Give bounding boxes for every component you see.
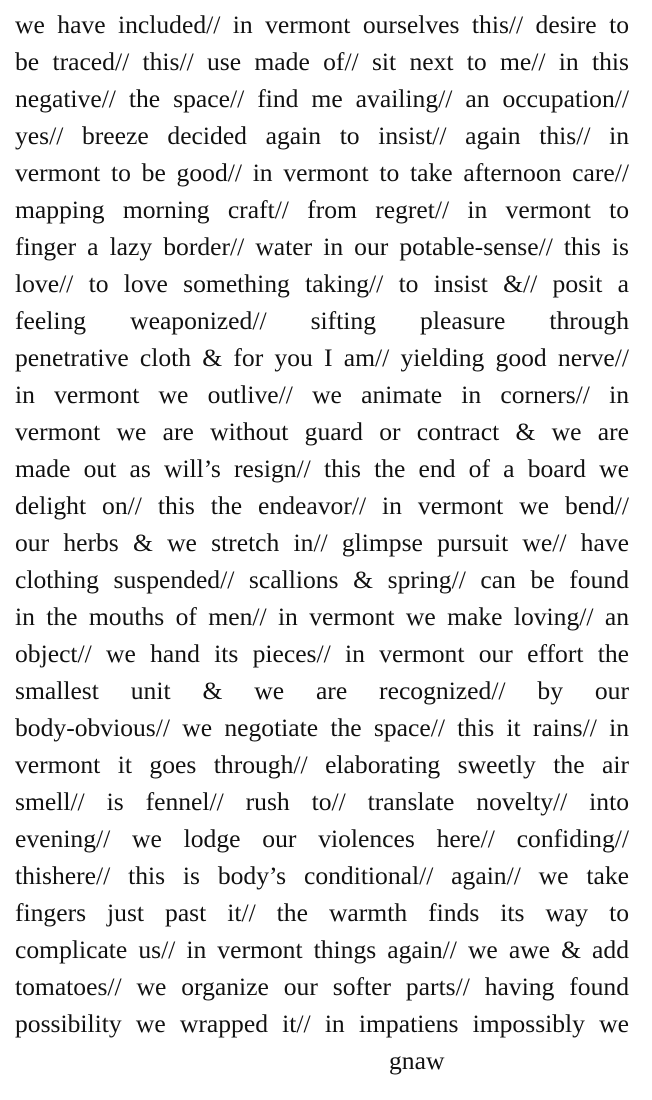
poem-line: delight on// this the endeavor// in vermont we bend// bbox=[15, 491, 629, 520]
poem-line: evening// we lodge our violences here// confiding// bbox=[15, 824, 629, 853]
poem-text-block bbox=[15, 6, 629, 1079]
poem-line: finger a lazy border// water in our potable-sense// this is bbox=[15, 232, 629, 261]
poem-line: made out as will’s resign// this the end of a board we bbox=[15, 454, 629, 483]
poem-line: in the mouths of men// in vermont we make loving// an bbox=[15, 602, 629, 631]
poem-line: smell// is fennel// rush to// translate novelty// into bbox=[15, 787, 629, 816]
poem-line: possibility we wrapped it// in impatiens impossibly we bbox=[15, 1009, 629, 1038]
poem-line: love// to love something taking// to insist &// posit a bbox=[15, 269, 629, 298]
poem-line: negative// the space// find me availing// an occupation// bbox=[15, 84, 629, 113]
poem-line: object// we hand its pieces// in vermont our effort the bbox=[15, 639, 629, 668]
poem-line: penetrative cloth & for you I am// yielding good nerve// bbox=[15, 343, 629, 372]
poem-line: thishere// this is body’s conditional// again// we take bbox=[15, 861, 629, 890]
poem-line: clothing suspended// scallions & spring// can be found bbox=[15, 565, 629, 594]
poem-line: complicate us// in vermont things again// we awe & add bbox=[15, 935, 629, 964]
poem-line: be traced// this// use made of// sit next to me// in this bbox=[15, 47, 629, 76]
poem-line: yes// breeze decided again to insist// again this// in bbox=[15, 121, 629, 150]
poem-line: in vermont we outlive// we animate in corners// in bbox=[15, 380, 629, 409]
poem-line: mapping morning craft// from regret// in vermont to bbox=[15, 195, 629, 224]
poem-line: vermont it goes through// elaborating sweetly the air bbox=[15, 750, 629, 779]
poem-line: vermont to be good// in vermont to take afternoon care// bbox=[15, 158, 629, 187]
poem-line: body-obvious// we negotiate the space// this it rains// in bbox=[15, 713, 629, 742]
poem-line: vermont we are without guard or contract & we are bbox=[15, 417, 629, 446]
poem-line: smallest unit & we are recognized// by our bbox=[15, 676, 629, 705]
poem-line: fingers just past it// the warmth finds its way to bbox=[15, 898, 629, 927]
poem-line: we have included// in vermont ourselves this// desire to bbox=[15, 10, 629, 39]
poem-coda-word: gnaw bbox=[389, 1046, 445, 1075]
poem-line: tomatoes// we organize our softer parts// having found bbox=[15, 972, 629, 1001]
poem-line: feeling weaponized// sifting pleasure through bbox=[15, 306, 629, 335]
poem-line: our herbs & we stretch in// glimpse pursuit we// have bbox=[15, 528, 629, 557]
